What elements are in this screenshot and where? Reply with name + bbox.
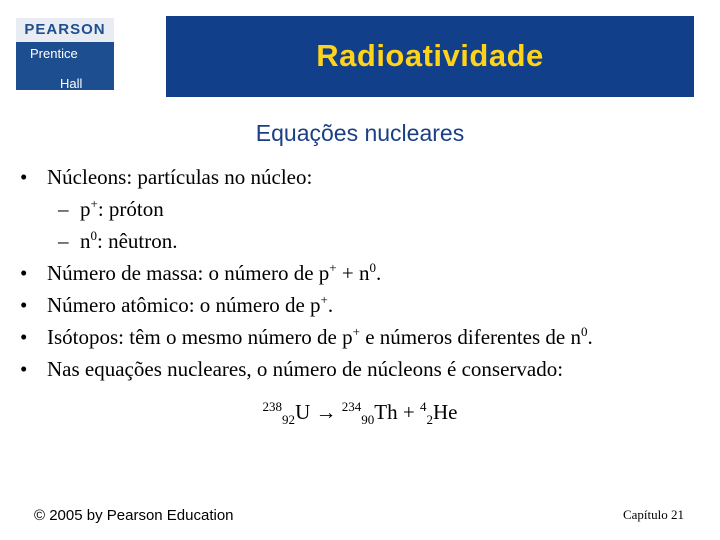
bullet-marker: • [20, 261, 28, 285]
bullet-text: Número atômico: o número de p+. [47, 292, 334, 317]
dash-marker: – [58, 197, 69, 221]
sub-bullet-text: $n^0$: nêutron. [80, 228, 178, 253]
slide-title: Radioatividade [316, 38, 544, 73]
helium-mass-number: 4 [419, 399, 427, 414]
bullet-text: Isótopos: têm o mesmo número de p+ e números diferentes de $n^0$. [47, 324, 593, 349]
bullet-text: Núcleons: partículas no núcleo: [47, 165, 313, 189]
uranium-atomic-number: 92 [282, 412, 296, 428]
bullet-item [20, 161, 710, 193]
bullet-item [20, 289, 710, 321]
helium-atomic-number: 2 [426, 412, 433, 428]
bullet-marker: • [20, 293, 28, 317]
helium-symbol: He [432, 400, 458, 424]
thorium-atomic-number: 90 [361, 412, 375, 428]
logo-pearson-text: PEARSON [16, 18, 114, 42]
bullet-marker: • [20, 165, 28, 189]
sub-bullet-item [20, 225, 710, 257]
title-banner [166, 16, 694, 97]
arrow-icon: → [315, 400, 337, 424]
nuclear-equation [0, 399, 720, 428]
uranium-symbol: U [295, 400, 311, 424]
bullet-list [20, 161, 710, 385]
bullet-item [20, 321, 710, 353]
bullet-item [20, 257, 710, 289]
bullet-marker: • [20, 357, 28, 381]
thorium-mass-number: 234 [341, 399, 362, 414]
dash-marker: – [58, 229, 69, 253]
bullet-text: Nas equações nucleares, o número de núcleons é conservado: [47, 357, 564, 381]
thorium-symbol: Th [374, 400, 398, 424]
copyright-footer: © 2005 by Pearson Education [34, 507, 234, 524]
logo-hall-text: Hall [60, 76, 83, 91]
bullet-text: Número de massa: o número de $p^+ + n^0$. [47, 260, 382, 285]
bullet-marker: • [20, 325, 28, 349]
bullet-item [20, 353, 710, 385]
logo-prentice-text: Prentice [30, 46, 78, 61]
uranium-mass-number: 238 [262, 399, 283, 414]
slide-subtitle: Equações nucleares [255, 120, 465, 146]
chapter-footer: Capítulo 21 [622, 507, 684, 522]
pearson-prentice-hall-logo [16, 18, 114, 90]
plus-sign: + [402, 400, 415, 424]
sub-bullet-item [20, 193, 710, 225]
sub-bullet-text: p+: próton [80, 196, 164, 221]
